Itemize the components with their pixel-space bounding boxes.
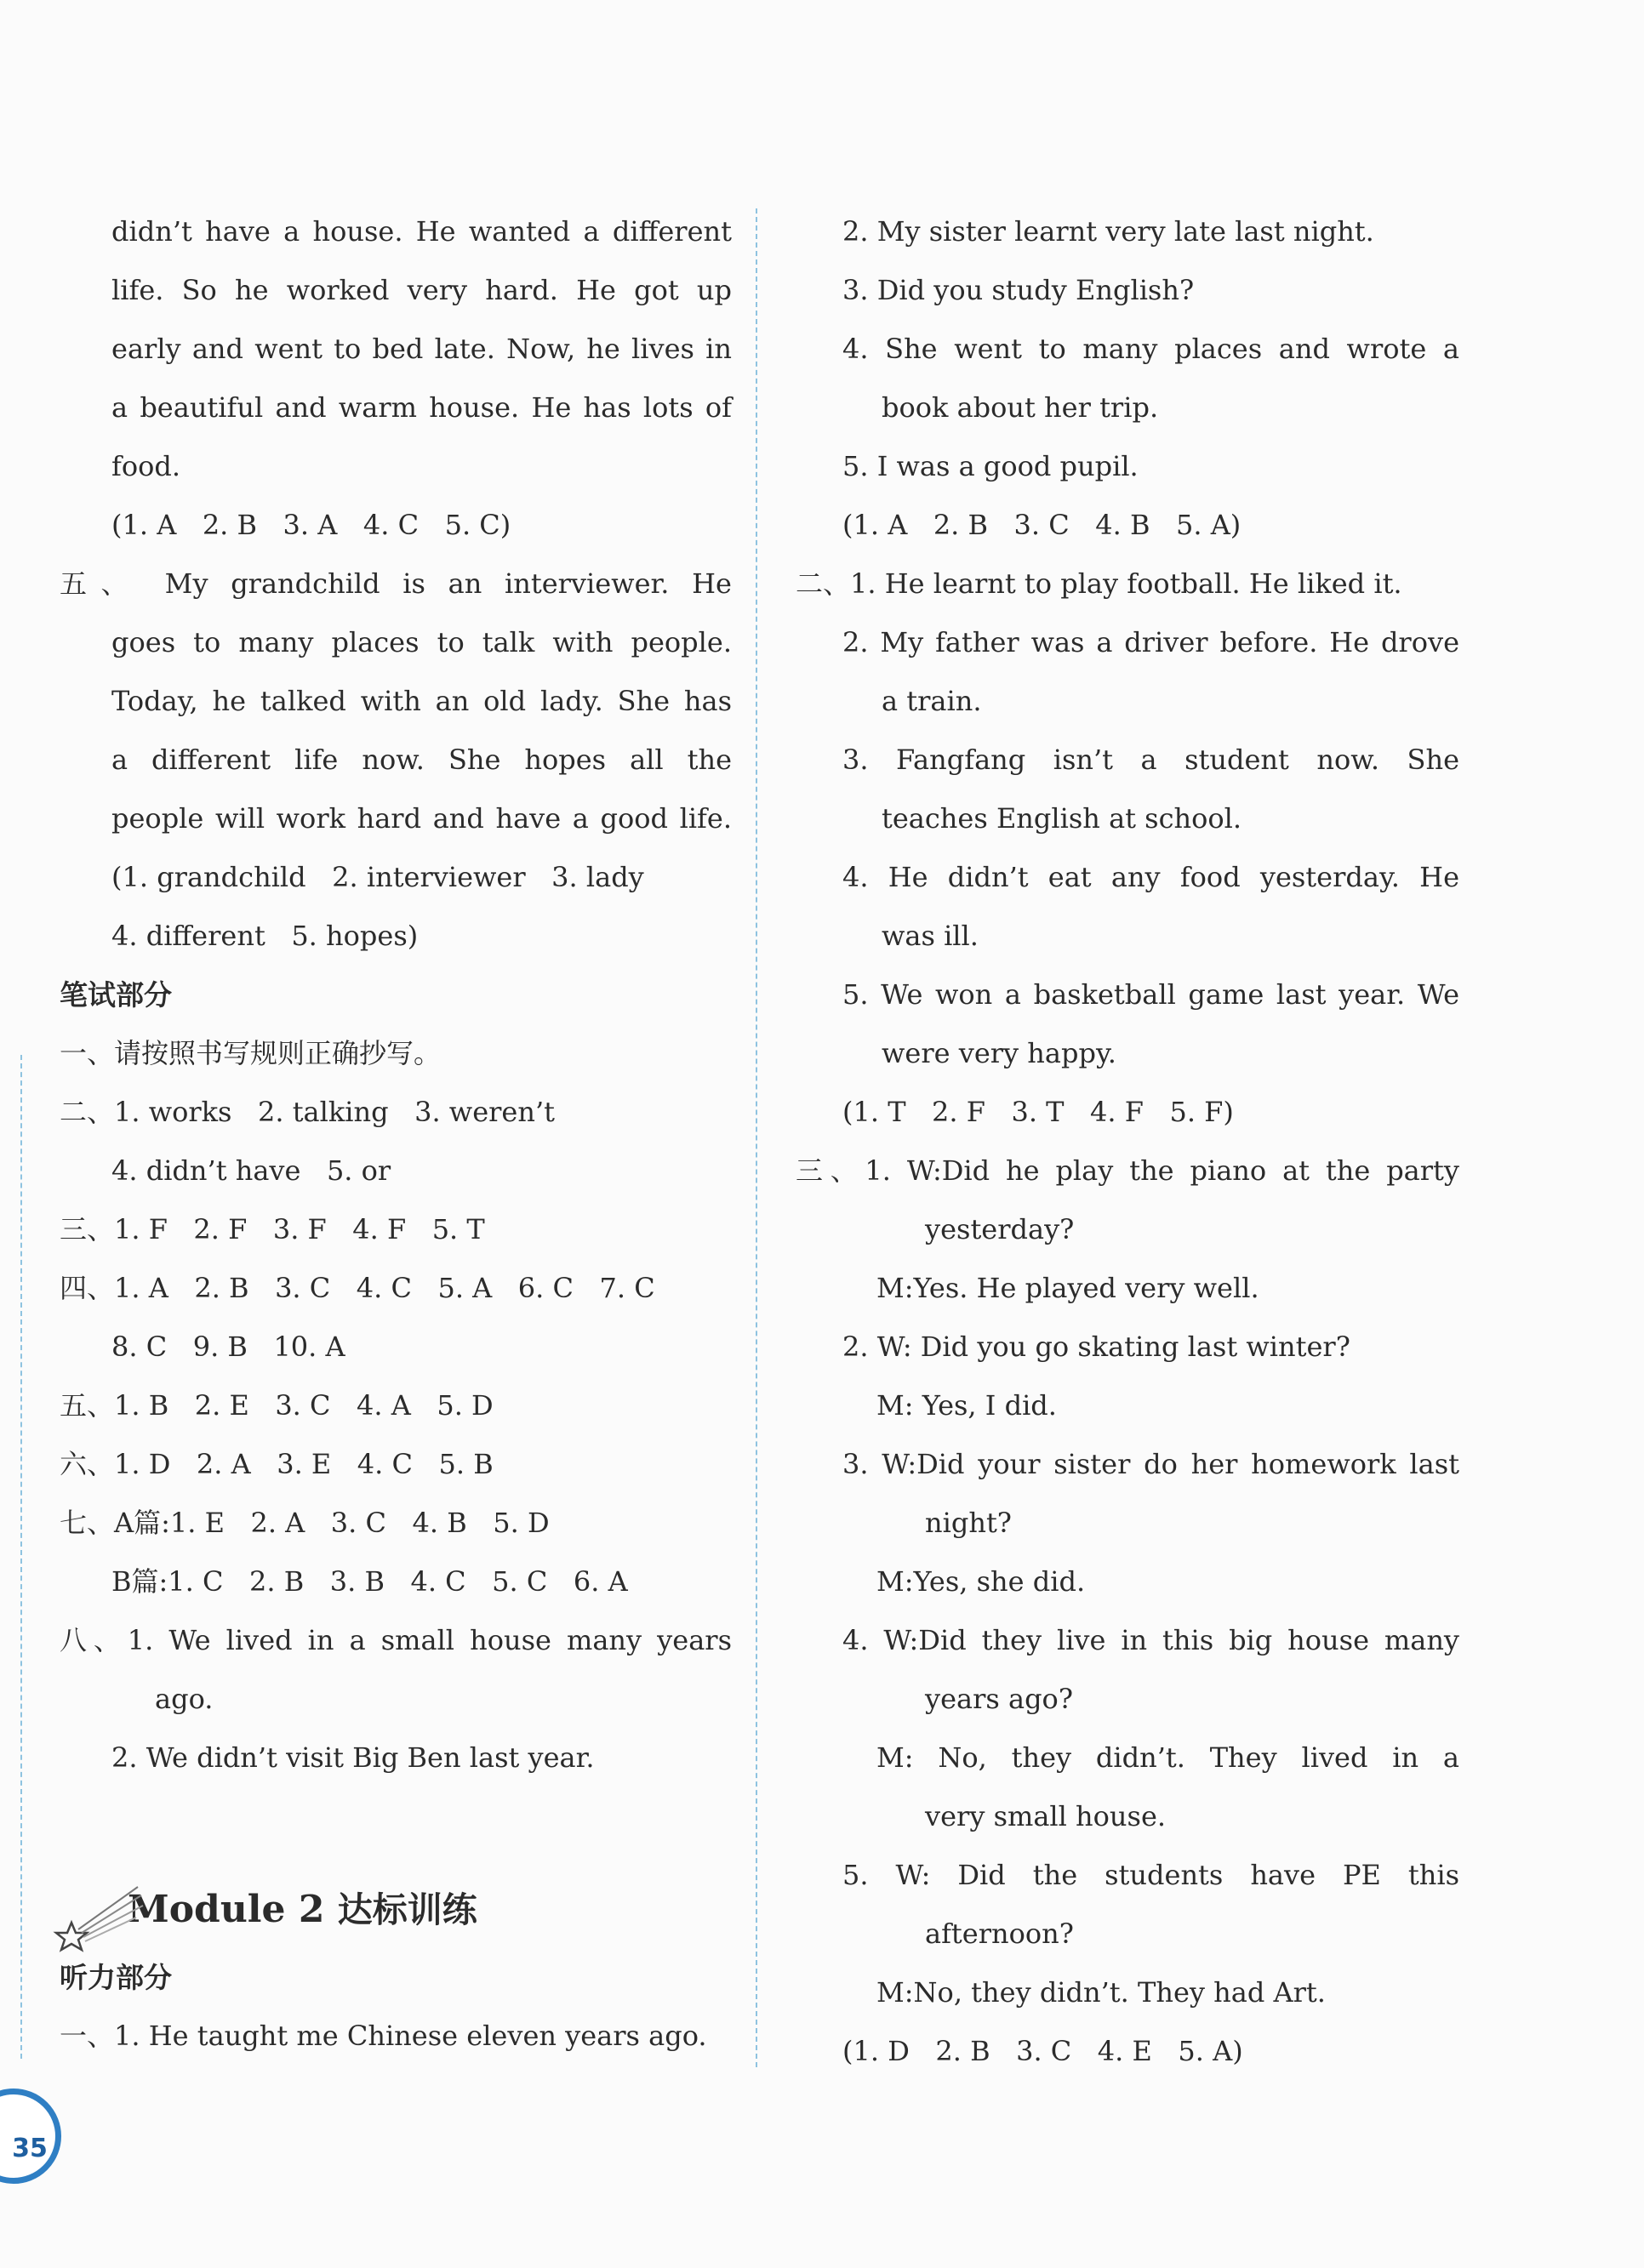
left-text-line: ago. bbox=[155, 1683, 214, 1715]
right-text-line: afternoon? bbox=[925, 1918, 1074, 1950]
right-text-line: very small house. bbox=[925, 1800, 1167, 1832]
left-text-line: 四、1. A 2. B 3. C 4. C 5. A 6. C 7. C bbox=[60, 1272, 655, 1304]
left-text-line: life. So he worked very hard. He got up bbox=[111, 274, 732, 306]
left-text-line: food. bbox=[111, 450, 181, 482]
left-text-line: 2. We didn’t visit Big Ben last year. bbox=[111, 1741, 595, 1774]
module-title-en: Module 2 bbox=[128, 1888, 325, 1931]
right-lines bbox=[796, 202, 1459, 2081]
right-text-line: M:No, they didn’t. They had Art. bbox=[876, 1976, 1326, 2009]
left-text-line: 笔试部分 bbox=[60, 978, 172, 1011]
right-text-line: M: Yes, I did. bbox=[876, 1389, 1057, 1422]
right-text-line: 3. W:Did your sister do her homework last bbox=[842, 1448, 1459, 1480]
right-text-line: M:Yes. He played very well. bbox=[876, 1272, 1259, 1304]
right-text-line: 3. Fangfang isn’t a student now. She bbox=[842, 744, 1459, 776]
left-last-line: 一、1. He taught me Chinese eleven years ago. bbox=[60, 2020, 707, 2052]
right-text-line: (1. D 2. B 3. C 4. E 5. A) bbox=[842, 2035, 1243, 2067]
margin-line bbox=[20, 1055, 22, 2059]
right-text-line: 三、1. W:Did he play the piano at the party bbox=[796, 1154, 1459, 1187]
left-text-line: 4. different 5. hopes) bbox=[111, 920, 419, 952]
left-text-line: 4. didn’t have 5. or bbox=[111, 1154, 391, 1187]
left-text-line: 七、A篇:1. E 2. A 3. C 4. B 5. D bbox=[60, 1507, 550, 1539]
right-text-line: 5. We won a basketball game last year. We bbox=[842, 978, 1459, 1011]
listening-heading: 听力部分 bbox=[60, 1961, 172, 1994]
right-text-line: 4. He didn’t eat any food yesterday. He bbox=[842, 861, 1459, 893]
right-text-line: a train. bbox=[882, 685, 982, 717]
left-text-line: 六、1. D 2. A 3. E 4. C 5. B bbox=[60, 1448, 494, 1480]
blank-line bbox=[60, 1787, 732, 1846]
left-text-line: people will work hard and have a good life. bbox=[111, 802, 732, 835]
left-text-line: a beautiful and warm house. He has lots of bbox=[111, 391, 732, 424]
left-text-line: 五、1. B 2. E 3. C 4. A 5. D bbox=[60, 1389, 494, 1422]
module-title bbox=[60, 1846, 732, 1948]
left-text-line: 三、1. F 2. F 3. F 4. F 5. T bbox=[60, 1213, 485, 1245]
right-text-line: yesterday? bbox=[925, 1213, 1075, 1245]
left-text-line: 8. C 9. B 10. A bbox=[111, 1331, 345, 1363]
right-text-line: M: No, they didn’t. They lived in a bbox=[876, 1741, 1459, 1774]
right-text-line: 2. W: Did you go skating last winter? bbox=[842, 1331, 1350, 1363]
right-text-line: 二、1. He learnt to play football. He liked it. bbox=[796, 567, 1402, 600]
right-text-line: night? bbox=[925, 1507, 1012, 1539]
right-text-line: 4. W:Did they live in this big house many bbox=[842, 1624, 1459, 1656]
right-text-line: 5. I was a good pupil. bbox=[842, 450, 1139, 482]
left-text-line: goes to many places to talk with people. bbox=[111, 626, 732, 658]
right-column bbox=[796, 202, 1459, 2081]
right-text-line: book about her trip. bbox=[882, 391, 1159, 424]
right-text-line: 4. She went to many places and wrote a bbox=[842, 333, 1459, 365]
left-text-line: 五、 My grandchild is an interviewer. He bbox=[60, 567, 732, 600]
right-text-line: (1. A 2. B 3. C 4. B 5. A) bbox=[842, 509, 1242, 541]
left-text-line: (1. grandchild 2. interviewer 3. lady bbox=[111, 861, 644, 893]
right-text-line: 2. My sister learnt very late last night. bbox=[842, 215, 1374, 248]
right-text-line: 2. My father was a driver before. He drove bbox=[842, 626, 1459, 658]
page-number: 35 bbox=[12, 2134, 48, 2163]
right-text-line: 5. W: Did the students have PE this bbox=[842, 1859, 1459, 1891]
right-text-line: M:Yes, she did. bbox=[876, 1565, 1086, 1598]
right-text-line: (1. T 2. F 3. T 4. F 5. F) bbox=[842, 1096, 1234, 1128]
left-text-line: B篇:1. C 2. B 3. B 4. C 5. C 6. A bbox=[111, 1565, 628, 1598]
left-text-line: didn’t have a house. He wanted a different bbox=[111, 215, 732, 248]
right-text-line: 3. Did you study English? bbox=[842, 274, 1195, 306]
left-text-line: (1. A 2. B 3. A 4. C 5. C) bbox=[111, 509, 511, 541]
right-text-line: were very happy. bbox=[882, 1037, 1116, 1069]
left-text-line: early and went to bed late. Now, he lives in bbox=[111, 333, 732, 365]
column-divider bbox=[756, 208, 757, 2067]
left-text-line: 八、1. We lived in a small house many years bbox=[60, 1624, 732, 1656]
left-text-line: 一、请按照书写规则正确抄写。 bbox=[60, 1037, 442, 1069]
left-lines bbox=[60, 202, 732, 1787]
left-text-line: a different life now. She hopes all the bbox=[111, 744, 732, 776]
left-column bbox=[60, 202, 732, 2066]
module-title-cn: 达标训练 bbox=[337, 1889, 477, 1930]
left-text-line: Today, he talked with an old lady. She has bbox=[111, 685, 732, 717]
right-text-line: years ago? bbox=[925, 1683, 1073, 1715]
right-text-line: was ill. bbox=[882, 920, 979, 952]
shooting-star-icon bbox=[53, 1880, 146, 1957]
left-text-line: 二、1. works 2. talking 3. weren’t bbox=[60, 1096, 556, 1128]
right-text-line: teaches English at school. bbox=[882, 802, 1242, 835]
